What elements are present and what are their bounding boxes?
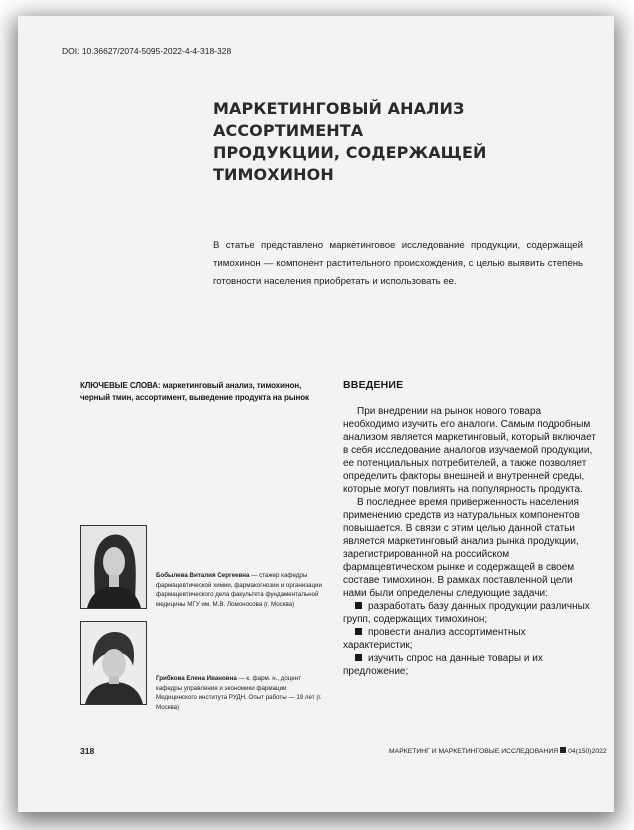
list-item: разработать базу данных продукции различных групп, содержащих тимохинон; <box>343 601 590 625</box>
author-photo-1 <box>80 525 147 609</box>
list-item: изучить спрос на данные товары и их предложение; <box>343 653 543 677</box>
author-photo-2 <box>80 621 147 705</box>
author-bio-2 <box>156 674 328 712</box>
title-line-2: ПРОДУКЦИИ, СОДЕРЖАЩЕЙ ТИМОХИНОН <box>213 143 487 184</box>
task-list <box>343 600 596 678</box>
journal-name: МАРКЕТИНГ И МАРКЕТИНГОВЫЕ ИССЛЕДОВАНИЯ <box>389 748 559 755</box>
article-title <box>213 98 593 186</box>
square-bullet-icon <box>355 602 362 609</box>
square-bullet-icon <box>355 654 362 661</box>
title-line-1: МАРКЕТИНГОВЫЙ АНАЛИЗ АССОРТИМЕНТА <box>213 99 465 140</box>
list-item: провести анализ ассортиментных характеристик; <box>343 627 526 651</box>
intro-heading: ВВЕДЕНИЕ <box>343 379 404 391</box>
intro-paragraph-2: В последнее время приверженность населения применению средств из натуральных компонентов повышается. В связи с этим целью данной статьи является маркетинговый анализ рынка продукции, зарегистрированной на российском фармацевтическом рынке и содержащей в своем составе тимохинон. В рамках поставленной цели нами были определены следующие задачи: <box>343 497 580 599</box>
intro-paragraph-1: При внедрении на рынок нового товара необходимо изучить его аналоги. Самым подробным анализом является маркетинговый, который включает в себя исследование аналогов изучаемой продукции, ее потенциальных потребителей, а также позволяет определить факторы внешней и внутренней среды, которые могут повлиять на популярность продукта. <box>343 406 596 495</box>
author-name-2: Грибкова Елена Ивановна <box>156 675 237 682</box>
square-separator-icon <box>560 747 566 753</box>
page-number: 318 <box>80 746 95 756</box>
intro-body <box>343 405 596 678</box>
keywords: КЛЮЧЕВЫЕ СЛОВА: маркетинговый анализ, тимохинон, черный тмин, ассортимент, выведение продукта на рынок <box>80 381 309 402</box>
journal-footer <box>389 747 607 755</box>
journal-issue: 04(150)2022 <box>568 748 607 755</box>
author-desc-2: — к. фарм. н., доцент кафедры управления и экономики фармации Медицинского института РУДН. Опыт работы — 19 лет (г. Москва) <box>156 675 322 711</box>
doi-line: DOI: 10.36627/2074-5095-2022-4-4-318-328 <box>62 46 232 56</box>
author-bio-1 <box>156 571 328 609</box>
square-bullet-icon <box>355 628 362 635</box>
author-desc-1: — стажер кафедры фармацевтической химии, фармакогнозии и организации фармацевтического дела факультета фундаментальной медицины МГУ им. М.В. Ломоносова (г. Москва) <box>156 572 322 608</box>
abstract: В статье представлено маркетинговое исследование продукции, содержащей тимохинон — компонент растительного происхождения, с целью выявить степень готовности населения приобретать и использовать ее. <box>213 240 583 287</box>
author-name-1: Бобылева Виталия Сергеевна <box>156 572 250 579</box>
